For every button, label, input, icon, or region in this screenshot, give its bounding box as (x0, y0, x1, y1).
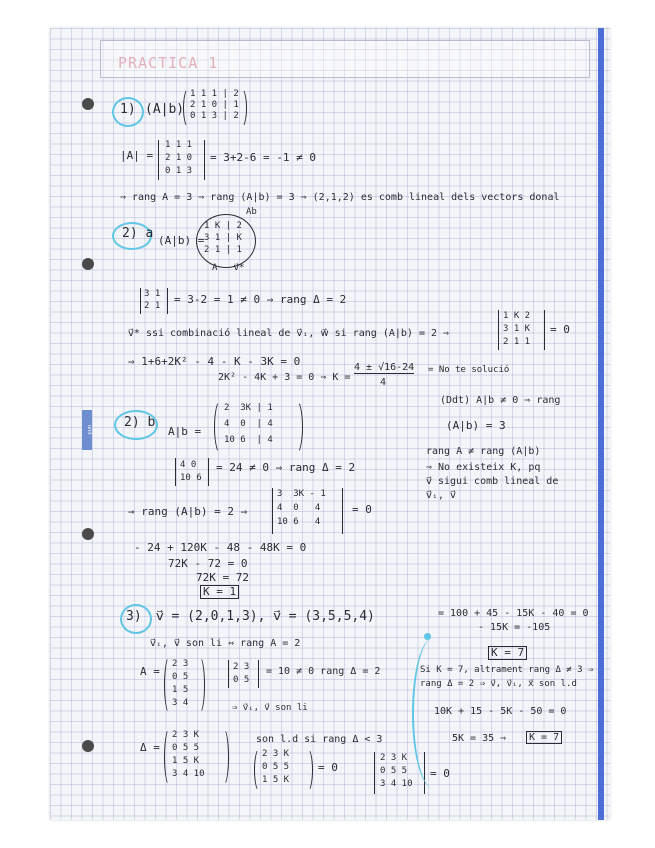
ex3-r3-box: K = 7 (488, 646, 527, 660)
paren-right (302, 748, 313, 792)
det-bar (175, 458, 176, 486)
side-tab-label: unit (82, 410, 92, 450)
paren-right (218, 728, 229, 786)
ex2b-r-row2: 4 0 4 (277, 503, 321, 513)
punch-hole (82, 528, 94, 540)
ex3-minor-row1: 2 3 (233, 662, 250, 672)
ex2a-comb-row3: 2 1 1 (503, 337, 531, 347)
ex3-m2-eq: = 0 (430, 767, 450, 780)
det-bar (208, 458, 209, 486)
ex1-d-row3: 0 1 3 (165, 166, 193, 176)
ex2b-label: 2) b (124, 415, 156, 430)
ex2a-side-6: v⃗ᵢ, v⃗ (426, 490, 456, 501)
ex3-dl-row1: 2 3 K (172, 730, 200, 740)
ex2a-quad-top: 4 ± √16-24 (354, 362, 415, 373)
ex3-r6: 10K + 15 - 5K - 50 = 0 (434, 706, 567, 717)
ex1-matrix-label: (A|b) (145, 102, 185, 117)
ex2b-rang-text: ⇒ rang (A|b) = 2 ⇒ (128, 505, 248, 518)
ex2a-minor-row1: 3 1 (144, 289, 161, 299)
ex2a-comb-text: v⃗* ssi combinació lineal de v⃗ᵢ, w⃗ si rang (A|b) = 2 ⇒ (128, 328, 450, 339)
ex2a-side-1: (Ddt) A|b ≠ 0 ⇒ rang (440, 395, 561, 406)
ex3-m1-row2: 0 5 5 (262, 762, 290, 772)
ex2a-side-5: v⃗ sigui comb lineal de (426, 476, 559, 487)
highlight-dot (424, 633, 431, 640)
ex3-li: v⃗ᵢ, v⃗ son li ⇔ rang A = 2 (150, 638, 301, 649)
ex3-r1: = 100 + 45 - 15K - 40 = 0 (438, 608, 589, 619)
page-title: PRACTICA 1 (118, 54, 219, 72)
ex3-li-note: ⇒ v⃗ᵢ, v⃗ son li (232, 703, 308, 713)
ex2b-line-1: - 24 + 120K - 48 - 48K = 0 (134, 541, 307, 554)
ex3-m1-row3: 1 5 K (262, 775, 290, 785)
ex3-r8-box: K = 7 (526, 731, 562, 744)
ex3-label: 3) (126, 609, 142, 624)
ex2a-under-label: A v⃗* (212, 263, 245, 273)
paren-right (290, 400, 303, 454)
det-bar (228, 660, 229, 688)
punch-hole (82, 740, 94, 752)
ex2a-m-row1: 1 K | 2 (204, 221, 242, 231)
ex2b-line-3: 72K = 72 (196, 571, 249, 584)
ex2b-r-eq: = 0 (352, 503, 372, 516)
ex3-vectors: v⃗ = (2,0,1,3), v⃗ = (3,5,5,4) (156, 609, 375, 624)
ex3-m1-row1: 2 3 K (262, 749, 290, 759)
ex1-m-row1: 1 1 1 | 2 (190, 89, 239, 99)
ex3-minor-row2: 0 5 (233, 675, 250, 685)
ex2a-comb-row1: 1 K 2 (503, 311, 531, 321)
ex2a-minor-result: = 3-2 = 1 ≠ 0 ⇒ rang Δ = 2 (174, 293, 347, 306)
ex2a-side-2: (A|b) = 3 (446, 419, 506, 432)
ex1-m-row3: 0 1 3 | 2 (190, 111, 239, 121)
ex2b-m-row2: 4 0 | 4 (224, 419, 273, 429)
ex2a-side-3: rang A ≠ rang (A|b) (426, 446, 541, 457)
ex3-m1-eq: = 0 (318, 761, 338, 774)
ex1-det-label: |A| = (120, 149, 154, 162)
ex3-m2-row1: 2 3 K (380, 753, 408, 763)
ex3-a-row2: 0 5 (172, 672, 189, 682)
ex3-a-label: A = (140, 665, 160, 678)
det-bar (498, 310, 499, 350)
ex3-r5: rang Δ = 2 ⇒ v⃗, v⃗ᵢ, x⃗ son l.d (420, 679, 577, 689)
ex2b-minor-row2: 10 6 (180, 473, 202, 483)
ex3-m2-row2: 0 5 5 (380, 766, 408, 776)
ex1-d-row1: 1 1 1 (165, 140, 193, 150)
ex2b-r-row1: 3 3K - 1 (277, 489, 326, 499)
det-bar (544, 310, 545, 350)
ex1-d-row2: 2 1 0 (165, 153, 193, 163)
ex3-minor-result: = 10 ≠ 0 rang Δ = 2 (266, 666, 381, 677)
ex2b-result-box: K = 1 (200, 585, 239, 599)
ex3-dl-row3: 1 5 K (172, 756, 200, 766)
det-bar (272, 488, 273, 534)
ex2b-m-row1: 2 3K | 1 (224, 403, 273, 413)
punch-hole (82, 98, 94, 110)
det-bar (204, 140, 205, 180)
ex2a-quad-bottom: 4 (380, 377, 387, 388)
ex3-delta-label: Δ = (140, 741, 160, 754)
ex1-label: 1) (120, 102, 136, 117)
ex2a-m-row3: 2 1 | 1 (204, 245, 242, 255)
ex3-a-row4: 3 4 (172, 698, 189, 708)
ex3-r7: 5K = 35 ⇒ (452, 733, 507, 744)
ex3-ld-text: son l.d si rang Δ < 3 (256, 734, 383, 745)
ex2b-r-row3: 10 6 4 (277, 517, 321, 527)
det-bar (374, 752, 375, 794)
ex2a-comb-eq: = 0 (550, 323, 570, 336)
ex2b-line-2: 72K - 72 = 0 (168, 557, 248, 570)
ex2a-side-4: ⇒ No existeix K, pq (426, 462, 541, 473)
det-bar (258, 660, 259, 688)
punch-hole (82, 258, 94, 270)
ex3-r4: Si K = 7, altrament rang Δ ≠ 3 ⇒ (420, 665, 594, 675)
ex2b-minor-row1: 4 0 (180, 460, 197, 470)
margin-line (598, 28, 604, 820)
ex2a-no-sol: = No te solució (428, 365, 510, 375)
ex2a-m-row2: 3 1 | K (204, 233, 242, 243)
ex3-a-row3: 1 5 (172, 685, 189, 695)
ex3-r2: - 15K = -105 (478, 622, 551, 633)
ex3-a-row1: 2 3 (172, 659, 189, 669)
ex1-det-result: = 3+2-6 = -1 ≠ 0 (210, 151, 316, 164)
ex3-dl-row2: 0 5 5 (172, 743, 200, 753)
ex2a-quad: 2K² - 4K + 3 = 0 ⇒ K = (218, 372, 351, 383)
ex2a-minor-row2: 2 1 (144, 301, 161, 311)
ex2a-matrix-label: (A|b) = (158, 234, 205, 247)
det-bar (140, 288, 141, 314)
paren-right (194, 656, 205, 714)
paren-right (236, 88, 247, 128)
det-bar (158, 140, 159, 180)
ex2a-ab-note: Ab (246, 207, 257, 217)
ex2b-matrix-label: A|b = (168, 425, 202, 438)
ex2a-expand: ⇒ 1+6+2K² - 4 - K - 3K = 0 (128, 355, 301, 368)
det-bar (342, 488, 343, 534)
ex2a-comb-row2: 3 1 K (503, 324, 531, 334)
det-bar (167, 288, 168, 314)
ex3-m2-row3: 3 4 10 (380, 779, 413, 789)
ex1-m-row2: 2 1 0 | 1 (190, 100, 239, 110)
ex2b-m-row3: 10 6 | 4 (224, 435, 273, 445)
ex1-conclusion: ⇒ rang A = 3 ⇒ rang (A|b) = 3 ⇒ (2,1,2) es comb lineal dels vectors donal (120, 192, 560, 203)
ex2b-minor-result: = 24 ≠ 0 ⇒ rang Δ = 2 (216, 461, 356, 474)
ex2a-label: 2) a (122, 226, 154, 241)
ex3-dl-row4: 3 4 10 (172, 769, 205, 779)
